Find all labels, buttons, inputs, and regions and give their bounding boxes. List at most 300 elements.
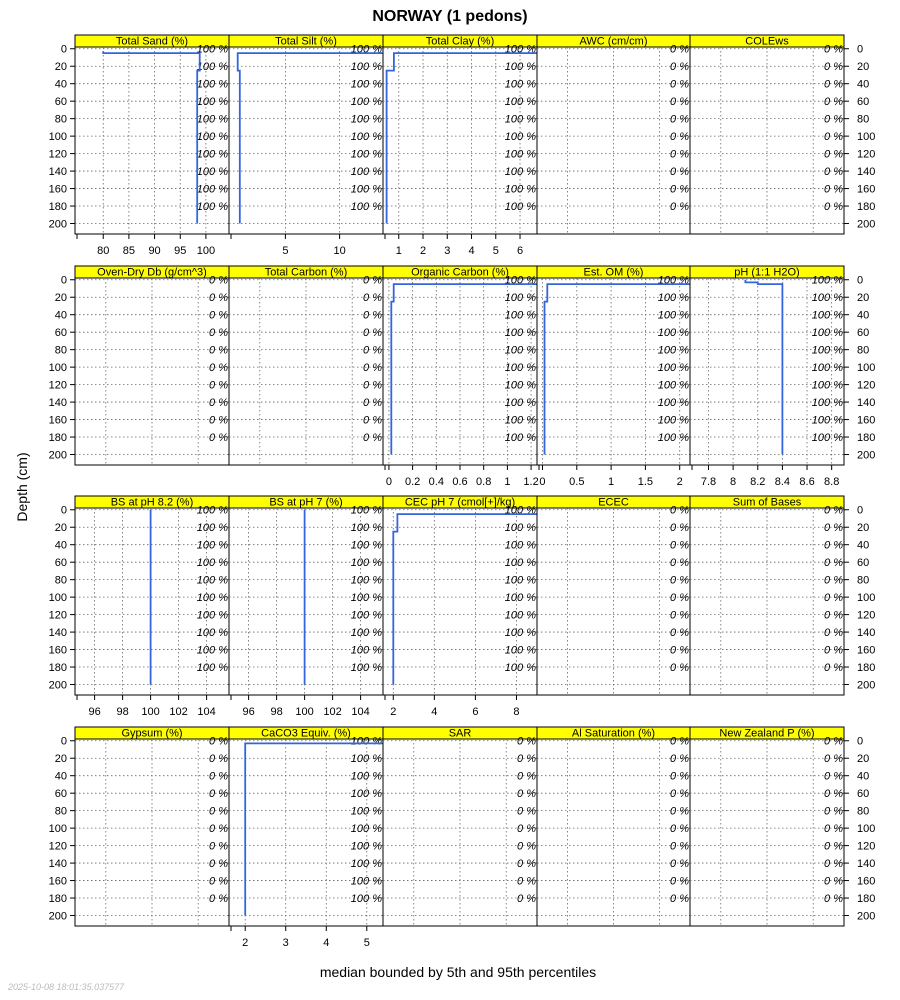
pct-label: 100 % (811, 379, 843, 392)
pct-label: 0 % (670, 788, 689, 801)
x-tick-label: 102 (169, 706, 188, 718)
pct-label: 100 % (504, 627, 536, 640)
pct-label: 100 % (196, 61, 228, 74)
pct-label: 0 % (517, 893, 536, 906)
pct-label: 0 % (670, 43, 689, 56)
y-tick-label: 100 (48, 823, 67, 836)
panel-title: CaCO3 Equiv. (%) (261, 727, 351, 740)
x-tick-label: 3 (282, 937, 289, 949)
pct-label: 100 % (350, 201, 382, 214)
panel-grid (49, 35, 876, 949)
y-tick-label: 40 (54, 770, 67, 783)
pct-label: 100 % (504, 362, 536, 375)
pct-label: 0 % (824, 96, 843, 109)
y-tick-label: 0 (60, 43, 67, 56)
panel (383, 266, 539, 488)
pct-label: 0 % (670, 539, 689, 552)
y-tick-label: 180 (857, 662, 876, 675)
panel (537, 266, 690, 488)
pct-label: 0 % (824, 592, 843, 605)
panel (690, 496, 844, 695)
pct-label: 100 % (196, 131, 228, 144)
y-tick-label: 140 (48, 858, 67, 871)
panel-title: BS at pH 7 (%) (269, 496, 343, 509)
y-tick-label: 160 (48, 644, 67, 657)
pct-label: 100 % (504, 379, 536, 392)
pct-label: 0 % (824, 788, 843, 801)
y-tick-label: 80 (54, 805, 67, 818)
panel (229, 35, 383, 257)
pct-label: 100 % (350, 893, 382, 906)
x-tick-label: 96 (88, 706, 101, 718)
pct-label: 0 % (824, 609, 843, 622)
y-tick-label: 180 (48, 201, 67, 214)
x-tick-label: 2 (419, 245, 427, 257)
pct-label: 100 % (196, 574, 228, 587)
x-tick-label: 5 (282, 245, 289, 257)
panel-title: COLEws (745, 35, 789, 48)
y-tick-label: 40 (857, 770, 870, 783)
pct-label: 0 % (670, 131, 689, 144)
pct-label: 100 % (350, 858, 382, 871)
y-tick-label: 0 (60, 274, 67, 287)
pct-label: 100 % (504, 504, 536, 517)
y-tick-label: 120 (48, 379, 67, 392)
pct-label: 0 % (670, 823, 689, 836)
x-tick-label: 0.6 (452, 476, 468, 488)
pct-label: 100 % (504, 522, 536, 535)
y-tick-label: 100 (857, 592, 876, 605)
pct-label: 0 % (824, 805, 843, 818)
pct-label: 100 % (504, 183, 536, 196)
y-tick-label: 20 (54, 522, 67, 535)
pct-label: 0 % (824, 131, 843, 144)
pct-label: 0 % (670, 78, 689, 91)
pct-label: 100 % (196, 201, 228, 214)
y-tick-label: 160 (857, 644, 876, 657)
pct-label: 0 % (363, 274, 382, 287)
pct-label: 0 % (824, 875, 843, 888)
y-tick-label: 20 (857, 61, 870, 74)
pct-label: 100 % (657, 414, 689, 427)
pct-label: 0 % (824, 166, 843, 179)
y-tick-label: 200 (857, 679, 876, 692)
panel-title: ECEC (598, 496, 629, 509)
y-tick-label: 20 (54, 61, 67, 74)
pct-label: 100 % (657, 362, 689, 375)
pct-label: 100 % (811, 414, 843, 427)
pct-label: 100 % (504, 397, 536, 410)
pct-label: 100 % (657, 432, 689, 445)
y-tick-label: 80 (857, 574, 870, 587)
pct-label: 100 % (504, 609, 536, 622)
pct-label: 100 % (196, 96, 228, 109)
y-axis-label: Depth (cm) (14, 452, 30, 522)
pct-label: 100 % (350, 539, 382, 552)
pct-label: 100 % (196, 183, 228, 196)
pct-label: 100 % (196, 644, 228, 657)
pct-label: 100 % (350, 788, 382, 801)
pct-label: 0 % (670, 201, 689, 214)
panel (690, 35, 844, 234)
x-tick-label: 8.8 (824, 476, 840, 488)
pct-label: 100 % (504, 131, 536, 144)
pct-label: 0 % (209, 823, 228, 836)
pct-label: 0 % (209, 327, 228, 340)
pct-label: 0 % (824, 840, 843, 853)
pct-label: 100 % (504, 166, 536, 179)
pct-label: 0 % (670, 893, 689, 906)
pct-label: 0 % (670, 753, 689, 766)
pct-label: 0 % (824, 735, 843, 748)
pct-label: 100 % (504, 414, 536, 427)
pct-label: 0 % (363, 292, 382, 305)
panel-title: pH (1:1 H2O) (734, 266, 800, 279)
pct-label: 0 % (209, 788, 228, 801)
y-tick-label: 40 (54, 309, 67, 322)
y-tick-label: 200 (48, 679, 67, 692)
pct-label: 100 % (504, 201, 536, 214)
panel-title: Total Carbon (%) (264, 266, 348, 279)
y-tick-label: 120 (48, 609, 67, 622)
pct-label: 0 % (517, 840, 536, 853)
panel (383, 727, 537, 926)
timestamp: 2025-10-08 18:01:35.037577 (8, 982, 125, 992)
panel (75, 35, 229, 257)
y-tick-label: 20 (54, 753, 67, 766)
pct-label: 0 % (824, 201, 843, 214)
pct-label: 0 % (363, 309, 382, 322)
pct-label: 0 % (670, 522, 689, 535)
y-tick-label: 100 (48, 592, 67, 605)
pct-label: 100 % (811, 327, 843, 340)
y-tick-label: 80 (54, 574, 67, 587)
x-tick-label: 2 (242, 937, 249, 949)
x-tick-label: 100 (196, 245, 216, 257)
y-tick-label: 0 (857, 274, 864, 287)
pct-label: 100 % (350, 504, 382, 517)
y-tick-label: 80 (857, 805, 870, 818)
y-tick-label: 200 (857, 218, 876, 231)
pct-label: 100 % (504, 113, 536, 126)
pct-label: 0 % (824, 113, 843, 126)
x-tick-label: 104 (351, 706, 370, 718)
pct-label: 100 % (350, 522, 382, 535)
y-tick-label: 200 (48, 910, 67, 923)
x-tick-label: 85 (122, 245, 136, 257)
y-tick-label: 180 (857, 432, 876, 445)
pct-label: 100 % (504, 78, 536, 91)
pct-label: 0 % (209, 309, 228, 322)
pct-label: 100 % (196, 609, 228, 622)
median-profile-line (103, 51, 200, 223)
x-tick-label: 8.2 (750, 476, 766, 488)
x-tick-label: 96 (242, 706, 255, 718)
pct-label: 0 % (670, 96, 689, 109)
pct-label: 100 % (504, 539, 536, 552)
pct-label: 100 % (350, 557, 382, 570)
pct-label: 0 % (824, 662, 843, 675)
pct-label: 0 % (824, 627, 843, 640)
panel (383, 496, 537, 718)
pct-label: 0 % (363, 379, 382, 392)
pct-label: 0 % (517, 875, 536, 888)
panel-title: CEC pH 7 (cmol[+]/kg) (404, 496, 516, 509)
y-tick-label: 60 (54, 327, 67, 340)
pct-label: 100 % (504, 96, 536, 109)
pct-label: 0 % (363, 327, 382, 340)
x-tick-label: 98 (270, 706, 283, 718)
pct-label: 100 % (657, 292, 689, 305)
pct-label: 100 % (504, 61, 536, 74)
y-tick-label: 200 (857, 449, 876, 462)
pct-label: 0 % (363, 344, 382, 357)
x-tick-label: 8.6 (799, 476, 815, 488)
y-tick-label: 80 (54, 344, 67, 357)
pct-label: 100 % (350, 43, 382, 56)
y-tick-label: 160 (857, 414, 876, 427)
y-tick-label: 40 (54, 78, 67, 91)
y-tick-label: 140 (48, 166, 67, 179)
y-tick-label: 140 (857, 858, 876, 871)
x-tick-label: 2 (390, 706, 397, 718)
panel (537, 35, 690, 234)
pct-label: 0 % (363, 414, 382, 427)
pct-label: 0 % (209, 292, 228, 305)
x-tick-label: 80 (97, 245, 110, 257)
pct-label: 0 % (670, 148, 689, 161)
pct-label: 0 % (824, 539, 843, 552)
x-tick-label: 1 (504, 476, 511, 488)
panel-title: BS at pH 8.2 (%) (110, 496, 194, 509)
pct-label: 0 % (517, 770, 536, 783)
pct-label: 100 % (350, 753, 382, 766)
x-tick-label: 104 (197, 706, 216, 718)
x-tick-label: 0.8 (476, 476, 492, 488)
y-tick-label: 80 (54, 113, 67, 126)
x-tick-label: 1.2 (523, 476, 539, 488)
y-tick-label: 160 (857, 875, 876, 888)
pct-label: 0 % (824, 557, 843, 570)
y-tick-label: 140 (48, 627, 67, 640)
pct-label: 100 % (196, 522, 228, 535)
y-tick-label: 0 (857, 43, 864, 56)
y-tick-label: 20 (54, 292, 67, 305)
y-tick-label: 180 (857, 893, 876, 906)
pct-label: 0 % (209, 840, 228, 853)
x-tick-label: 1.5 (637, 476, 654, 488)
y-tick-label: 100 (48, 131, 67, 144)
pct-label: 100 % (350, 183, 382, 196)
panel (537, 496, 690, 695)
pct-label: 0 % (670, 644, 689, 657)
pct-label: 0 % (824, 148, 843, 161)
panel (690, 727, 844, 926)
panel-title: Total Sand (%) (115, 35, 189, 48)
pct-label: 100 % (350, 148, 382, 161)
pct-label: 100 % (504, 557, 536, 570)
y-tick-label: 120 (48, 148, 67, 161)
panel (75, 266, 229, 465)
pct-label: 100 % (350, 574, 382, 587)
depth-axis (49, 505, 876, 692)
panel (383, 35, 537, 257)
panel (75, 496, 229, 718)
pct-label: 0 % (209, 414, 228, 427)
pct-label: 100 % (504, 292, 536, 305)
pct-label: 0 % (209, 893, 228, 906)
y-tick-label: 100 (857, 823, 876, 836)
x-tick-label: 4 (323, 937, 330, 949)
y-tick-label: 160 (48, 875, 67, 888)
x-tick-label: 6 (472, 706, 479, 718)
panel-title: New Zealand P (%) (719, 727, 815, 740)
y-tick-label: 120 (48, 840, 67, 853)
y-tick-label: 80 (857, 344, 870, 357)
pct-label: 100 % (196, 78, 228, 91)
pct-label: 100 % (196, 592, 228, 605)
pct-label: 0 % (517, 823, 536, 836)
pct-label: 0 % (670, 627, 689, 640)
x-tick-label: 8.4 (774, 476, 791, 488)
pct-label: 100 % (811, 362, 843, 375)
pct-label: 0 % (824, 574, 843, 587)
x-tick-label: 90 (148, 245, 161, 257)
y-tick-label: 140 (857, 166, 876, 179)
x-tick-label: 98 (116, 706, 129, 718)
panel-title: SAR (448, 727, 472, 740)
x-tick-label: 10 (333, 245, 346, 257)
pct-label: 100 % (350, 78, 382, 91)
pct-label: 0 % (670, 735, 689, 748)
panel (690, 266, 844, 488)
pct-label: 100 % (350, 875, 382, 888)
pct-label: 100 % (196, 539, 228, 552)
x-tick-label: 6 (516, 245, 524, 257)
y-tick-label: 0 (60, 735, 67, 748)
pct-label: 100 % (196, 504, 228, 517)
pct-label: 100 % (504, 662, 536, 675)
pct-label: 0 % (824, 644, 843, 657)
pct-label: 100 % (657, 274, 689, 287)
y-tick-label: 160 (48, 414, 67, 427)
y-tick-label: 40 (857, 78, 870, 91)
pct-label: 100 % (504, 344, 536, 357)
pct-label: 0 % (517, 735, 536, 748)
pct-label: 0 % (209, 344, 228, 357)
pct-label: 0 % (209, 735, 228, 748)
x-tick-label: 100 (295, 706, 314, 718)
y-tick-label: 60 (857, 327, 870, 340)
pct-label: 100 % (196, 113, 228, 126)
pct-label: 100 % (811, 309, 843, 322)
pct-label: 0 % (363, 432, 382, 445)
depth-axis (49, 736, 876, 923)
x-tick-label: 0.2 (404, 476, 421, 488)
panel-title: Total Clay (%) (425, 35, 495, 48)
y-tick-label: 180 (48, 432, 67, 445)
y-tick-label: 20 (857, 292, 870, 305)
pct-label: 0 % (670, 858, 689, 871)
pct-label: 0 % (209, 805, 228, 818)
pct-label: 0 % (670, 183, 689, 196)
pct-label: 100 % (350, 840, 382, 853)
x-tick-label: 0.5 (569, 476, 585, 488)
panel-title: Sum of Bases (732, 496, 802, 509)
pct-label: 100 % (350, 609, 382, 622)
y-tick-label: 120 (857, 148, 876, 161)
pct-label: 100 % (196, 166, 228, 179)
y-tick-label: 20 (857, 753, 870, 766)
pct-label: 0 % (670, 504, 689, 517)
pct-label: 100 % (350, 592, 382, 605)
y-tick-label: 40 (54, 539, 67, 552)
pct-label: 0 % (517, 788, 536, 801)
x-tick-label: 4 (431, 706, 438, 718)
pct-label: 100 % (811, 274, 843, 287)
panel (75, 727, 229, 926)
pct-label: 0 % (824, 61, 843, 74)
pct-label: 0 % (363, 362, 382, 375)
y-tick-label: 180 (857, 201, 876, 214)
panel (229, 727, 383, 949)
pct-label: 0 % (209, 274, 228, 287)
pct-label: 100 % (504, 574, 536, 587)
pct-label: 0 % (209, 753, 228, 766)
pct-label: 0 % (670, 166, 689, 179)
pct-label: 100 % (350, 131, 382, 144)
pct-label: 100 % (350, 113, 382, 126)
y-tick-label: 100 (857, 362, 876, 375)
pct-label: 0 % (824, 78, 843, 91)
pct-label: 0 % (824, 823, 843, 836)
y-tick-label: 180 (48, 893, 67, 906)
pct-label: 0 % (670, 61, 689, 74)
depth-axis (49, 44, 876, 231)
pct-label: 100 % (196, 43, 228, 56)
pct-label: 100 % (350, 735, 382, 748)
x-tick-label: 0 (385, 476, 392, 488)
pct-label: 100 % (811, 292, 843, 305)
y-tick-label: 120 (857, 609, 876, 622)
y-tick-label: 0 (60, 504, 67, 517)
y-tick-label: 60 (54, 557, 67, 570)
pct-label: 0 % (824, 522, 843, 535)
pct-label: 0 % (209, 770, 228, 783)
y-tick-label: 200 (48, 449, 67, 462)
panel (537, 727, 690, 926)
pct-label: 100 % (196, 662, 228, 675)
pct-label: 100 % (657, 309, 689, 322)
y-tick-label: 0 (857, 504, 864, 517)
x-axis-label: median bounded by 5th and 95th percentiles (319, 964, 597, 980)
panel (229, 266, 383, 465)
panel-title: AWC (cm/cm) (579, 35, 648, 48)
y-tick-label: 40 (857, 539, 870, 552)
y-tick-label: 60 (857, 788, 870, 801)
pct-label: 100 % (504, 309, 536, 322)
y-tick-label: 200 (857, 910, 876, 923)
y-tick-label: 0 (857, 735, 864, 748)
x-tick-label: 5 (492, 245, 499, 257)
pct-label: 0 % (670, 574, 689, 587)
pct-label: 0 % (209, 362, 228, 375)
chart-title: NORWAY (1 pedons) (372, 8, 528, 25)
pct-label: 0 % (824, 858, 843, 871)
panel-title: Organic Carbon (%) (411, 266, 509, 279)
pct-label: 0 % (824, 43, 843, 56)
x-tick-label: 7.8 (700, 476, 717, 488)
